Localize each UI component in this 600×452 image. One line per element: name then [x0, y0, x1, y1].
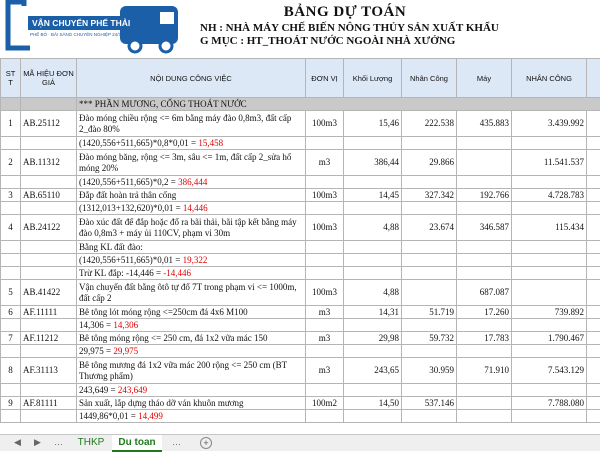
- table-row: [1, 215, 600, 241]
- cell-calc[interactable]: 14,306 = 14,306: [77, 319, 306, 332]
- cell-desc[interactable]: Sản xuất, lắp dựng tháo dỡ ván khuôn mương: [77, 397, 306, 410]
- cell-calc[interactable]: 1449,86*0,01 = 14,499: [77, 410, 306, 423]
- calc-result: 29,975: [113, 346, 138, 356]
- calc-row: [1, 202, 600, 215]
- calc-result: 386,444: [178, 177, 207, 187]
- cell-unit[interactable]: m3: [306, 332, 344, 345]
- header-row: [1, 59, 600, 98]
- cell-calc[interactable]: Trừ KL đắp: -14,446 = -14,446: [77, 267, 306, 280]
- col-code[interactable]: MÃ HIỆU ĐƠN GIÁ: [21, 59, 77, 98]
- scroll-right-icon[interactable]: ▶: [34, 435, 41, 450]
- scroll-left-icon[interactable]: ◀: [14, 435, 21, 450]
- sheet-tab-bar: [0, 434, 600, 451]
- cell-calc[interactable]: (1420,556+511,665)*0,8*0,01 = 15,458: [77, 137, 306, 150]
- table-row: [1, 358, 600, 384]
- calc-row: [1, 345, 600, 358]
- col-labor-total[interactable]: NHÂN CÔNG: [512, 59, 587, 98]
- cell-calc[interactable]: (1420,556+511,665)*0,2 = 386,444: [77, 176, 306, 189]
- cell-code[interactable]: AB.11312: [21, 150, 77, 176]
- cell-labor-total[interactable]: 7.788.080: [512, 397, 587, 410]
- cell-labor[interactable]: 222.538: [402, 111, 457, 137]
- col-unit[interactable]: ĐƠN VỊ: [306, 59, 344, 98]
- page-title: BẢNG DỰ TOÁN: [220, 4, 470, 21]
- cell-qty[interactable]: 15,46: [344, 111, 402, 137]
- cell-desc[interactable]: Đào móng băng, rộng <= 3m, sâu <= 1m, đất cấp 2_sửa hố móng 20%: [77, 150, 306, 176]
- cell-unit[interactable]: 100m2: [306, 397, 344, 410]
- cell-machine[interactable]: [457, 397, 512, 410]
- cell-qty[interactable]: 243,65: [344, 358, 402, 384]
- cell-code[interactable]: AB.24122: [21, 215, 77, 241]
- section-row: [1, 98, 600, 111]
- cell-stt[interactable]: 6: [1, 306, 21, 319]
- cell-qty[interactable]: 4,88: [344, 280, 402, 306]
- cell-labor[interactable]: 30.959: [402, 358, 457, 384]
- tab-du-toan[interactable]: Du toan: [112, 435, 162, 452]
- cell-machine[interactable]: 71.910: [457, 358, 512, 384]
- cell-code[interactable]: AF.81111: [21, 397, 77, 410]
- cell-machine[interactable]: 17.783: [457, 332, 512, 345]
- cell-calc[interactable]: (1420,556+511,665)*0,01 = 19,322: [77, 254, 306, 267]
- cell-code[interactable]: AF.11111: [21, 306, 77, 319]
- cell-machine[interactable]: [457, 150, 512, 176]
- estimate-table: [0, 58, 600, 423]
- cell-labor-total[interactable]: 4.728.783: [512, 189, 587, 202]
- cell-unit[interactable]: 100m3: [306, 280, 344, 306]
- cell-labor-total[interactable]: 11.541.537: [512, 150, 587, 176]
- cell-labor-total[interactable]: 3.439.992: [512, 111, 587, 137]
- calc-row: [1, 410, 600, 423]
- calc-row: [1, 241, 600, 254]
- calc-row: [1, 137, 600, 150]
- cell-machine[interactable]: 346.587: [457, 215, 512, 241]
- table-row: [1, 397, 600, 410]
- col-machine[interactable]: Máy: [457, 59, 512, 98]
- cell-desc[interactable]: Đào móng chiều rộng <= 6m bằng máy đào 0,8m3, đất cấp 2_đào 80%: [77, 111, 306, 137]
- table-row: [1, 306, 600, 319]
- calc-row: [1, 319, 600, 332]
- project-line: NH : NHÀ MÁY CHẾ BIẾN NÔNG THỦY SẢN XUẤT KHẨU: [200, 22, 499, 34]
- cell-unit[interactable]: 100m3: [306, 189, 344, 202]
- cell-code[interactable]: AB.65110: [21, 189, 77, 202]
- table-row: [1, 150, 600, 176]
- cell-labor[interactable]: 51.719: [402, 306, 457, 319]
- cell-desc[interactable]: Bê tông mương đá 1x2 vữa mác 200 rộng <= 250 cm (BT Thương phẩm): [77, 358, 306, 384]
- col-qty[interactable]: Khối Lượng: [344, 59, 402, 98]
- cell-stt[interactable]: 4: [1, 215, 21, 241]
- calc-row: [1, 176, 600, 189]
- cell-desc[interactable]: Đào xúc đất để đắp hoặc đổ ra bãi thải, bãi tập kết bằng máy đào 0,8m3 + máy ủi 110CV, phạm vi 30m: [77, 215, 306, 241]
- cell-machine[interactable]: 192.766: [457, 189, 512, 202]
- section-title[interactable]: *** PHẦN MƯƠNG, CỐNG THOÁT NƯỚC: [77, 98, 600, 111]
- cell-labor[interactable]: 537.146: [402, 397, 457, 410]
- table-row: [1, 332, 600, 345]
- cell-qty[interactable]: 14,31: [344, 306, 402, 319]
- calc-result: 14,306: [113, 320, 138, 330]
- cell-code[interactable]: AB.41422: [21, 280, 77, 306]
- cell-code[interactable]: AB.25112: [21, 111, 77, 137]
- calc-result: 14,446: [183, 203, 208, 213]
- cell-qty[interactable]: 386,44: [344, 150, 402, 176]
- cell-unit[interactable]: 100m3: [306, 215, 344, 241]
- calc-result: -14,446: [163, 268, 191, 278]
- cell-stt[interactable]: 1: [1, 111, 21, 137]
- add-sheet-icon[interactable]: +: [200, 437, 212, 449]
- calc-row: [1, 384, 600, 397]
- cell-code[interactable]: AF.11212: [21, 332, 77, 345]
- cell-stt[interactable]: 8: [1, 358, 21, 384]
- calc-result: 19,322: [183, 255, 208, 265]
- cell-labor[interactable]: 29.866: [402, 150, 457, 176]
- cell-machine[interactable]: 435.883: [457, 111, 512, 137]
- cell-unit[interactable]: m3: [306, 150, 344, 176]
- more-sheets-icon[interactable]: …: [54, 435, 63, 450]
- cell-stt[interactable]: 9: [1, 397, 21, 410]
- cell-labor-total[interactable]: 739.892: [512, 306, 587, 319]
- cell-desc[interactable]: Vận chuyển đất bằng ôtô tự đổ 7T trong phạm vi <= 1000m, đất cấp 2: [77, 280, 306, 306]
- cell-unit[interactable]: m3: [306, 358, 344, 384]
- cell-qty[interactable]: 14,50: [344, 397, 402, 410]
- cell-desc[interactable]: Bê tông móng rộng <= 250 cm, đá 1x2 vữa mác 150: [77, 332, 306, 345]
- category-line: G MỤC : HT_THOÁT NƯỚC NGOÀI NHÀ XƯỞNG: [200, 35, 455, 47]
- cell-unit[interactable]: 100m3: [306, 111, 344, 137]
- logo-brand: VẬN CHUYỂN PHẾ THẢI: [28, 16, 134, 30]
- table-row: [1, 280, 600, 306]
- cell-code[interactable]: AF.31113: [21, 358, 77, 384]
- cell-labor-total[interactable]: 7.543.129: [512, 358, 587, 384]
- cell-machine[interactable]: 17.260: [457, 306, 512, 319]
- table-row: [1, 111, 600, 137]
- cell-labor-total[interactable]: [512, 280, 587, 306]
- logo-tagline: PHẾ BỎ · BÃI SÀNG CHUYÊN NGHIỆP 24/7: [30, 32, 121, 37]
- cell-machine[interactable]: 687.087: [457, 280, 512, 306]
- col-desc[interactable]: NỘI DUNG CÔNG VIỆC: [77, 59, 306, 98]
- table-row: [1, 189, 600, 202]
- cell-labor[interactable]: [402, 280, 457, 306]
- col-stt[interactable]: ST T: [1, 59, 21, 98]
- cell-stt[interactable]: 7: [1, 332, 21, 345]
- cell-desc[interactable]: Bê tông lót móng rộng <=250cm đá 4x6 M100: [77, 306, 306, 319]
- logo: [0, 0, 200, 56]
- more-tabs-icon[interactable]: …: [172, 435, 181, 450]
- cell-labor[interactable]: 59.732: [402, 332, 457, 345]
- cell-stt[interactable]: 5: [1, 280, 21, 306]
- cell-calc[interactable]: 29,975 = 29,975: [77, 345, 306, 358]
- cell-desc[interactable]: Đắp đất hoàn trả thân cống: [77, 189, 306, 202]
- cell-labor-total[interactable]: 1.790.467: [512, 332, 587, 345]
- col-labor[interactable]: Nhân Công: [402, 59, 457, 98]
- cell-qty[interactable]: 14,45: [344, 189, 402, 202]
- calc-result: 243,649: [118, 385, 147, 395]
- calc-row: [1, 267, 600, 280]
- cell-calc[interactable]: 243,649 = 243,649: [77, 384, 306, 397]
- cell-calc-label[interactable]: Bằng KL đất đào:: [77, 241, 306, 254]
- cell-unit[interactable]: m3: [306, 306, 344, 319]
- cell-qty[interactable]: 29,98: [344, 332, 402, 345]
- calc-result: 15,458: [198, 138, 223, 148]
- calc-result: 14,499: [138, 411, 163, 421]
- cell-qty[interactable]: 4,88: [344, 215, 402, 241]
- cell-labor-total[interactable]: 115.434: [512, 215, 587, 241]
- cell-stt[interactable]: 2: [1, 150, 21, 176]
- calc-row: [1, 254, 600, 267]
- cell-labor[interactable]: 327.342: [402, 189, 457, 202]
- cell-labor[interactable]: 23.674: [402, 215, 457, 241]
- cell-calc[interactable]: (1312,013+132,620)*0,01 = 14,446: [77, 202, 306, 215]
- tab-thkp[interactable]: THKP: [72, 435, 110, 450]
- cell-stt[interactable]: 3: [1, 189, 21, 202]
